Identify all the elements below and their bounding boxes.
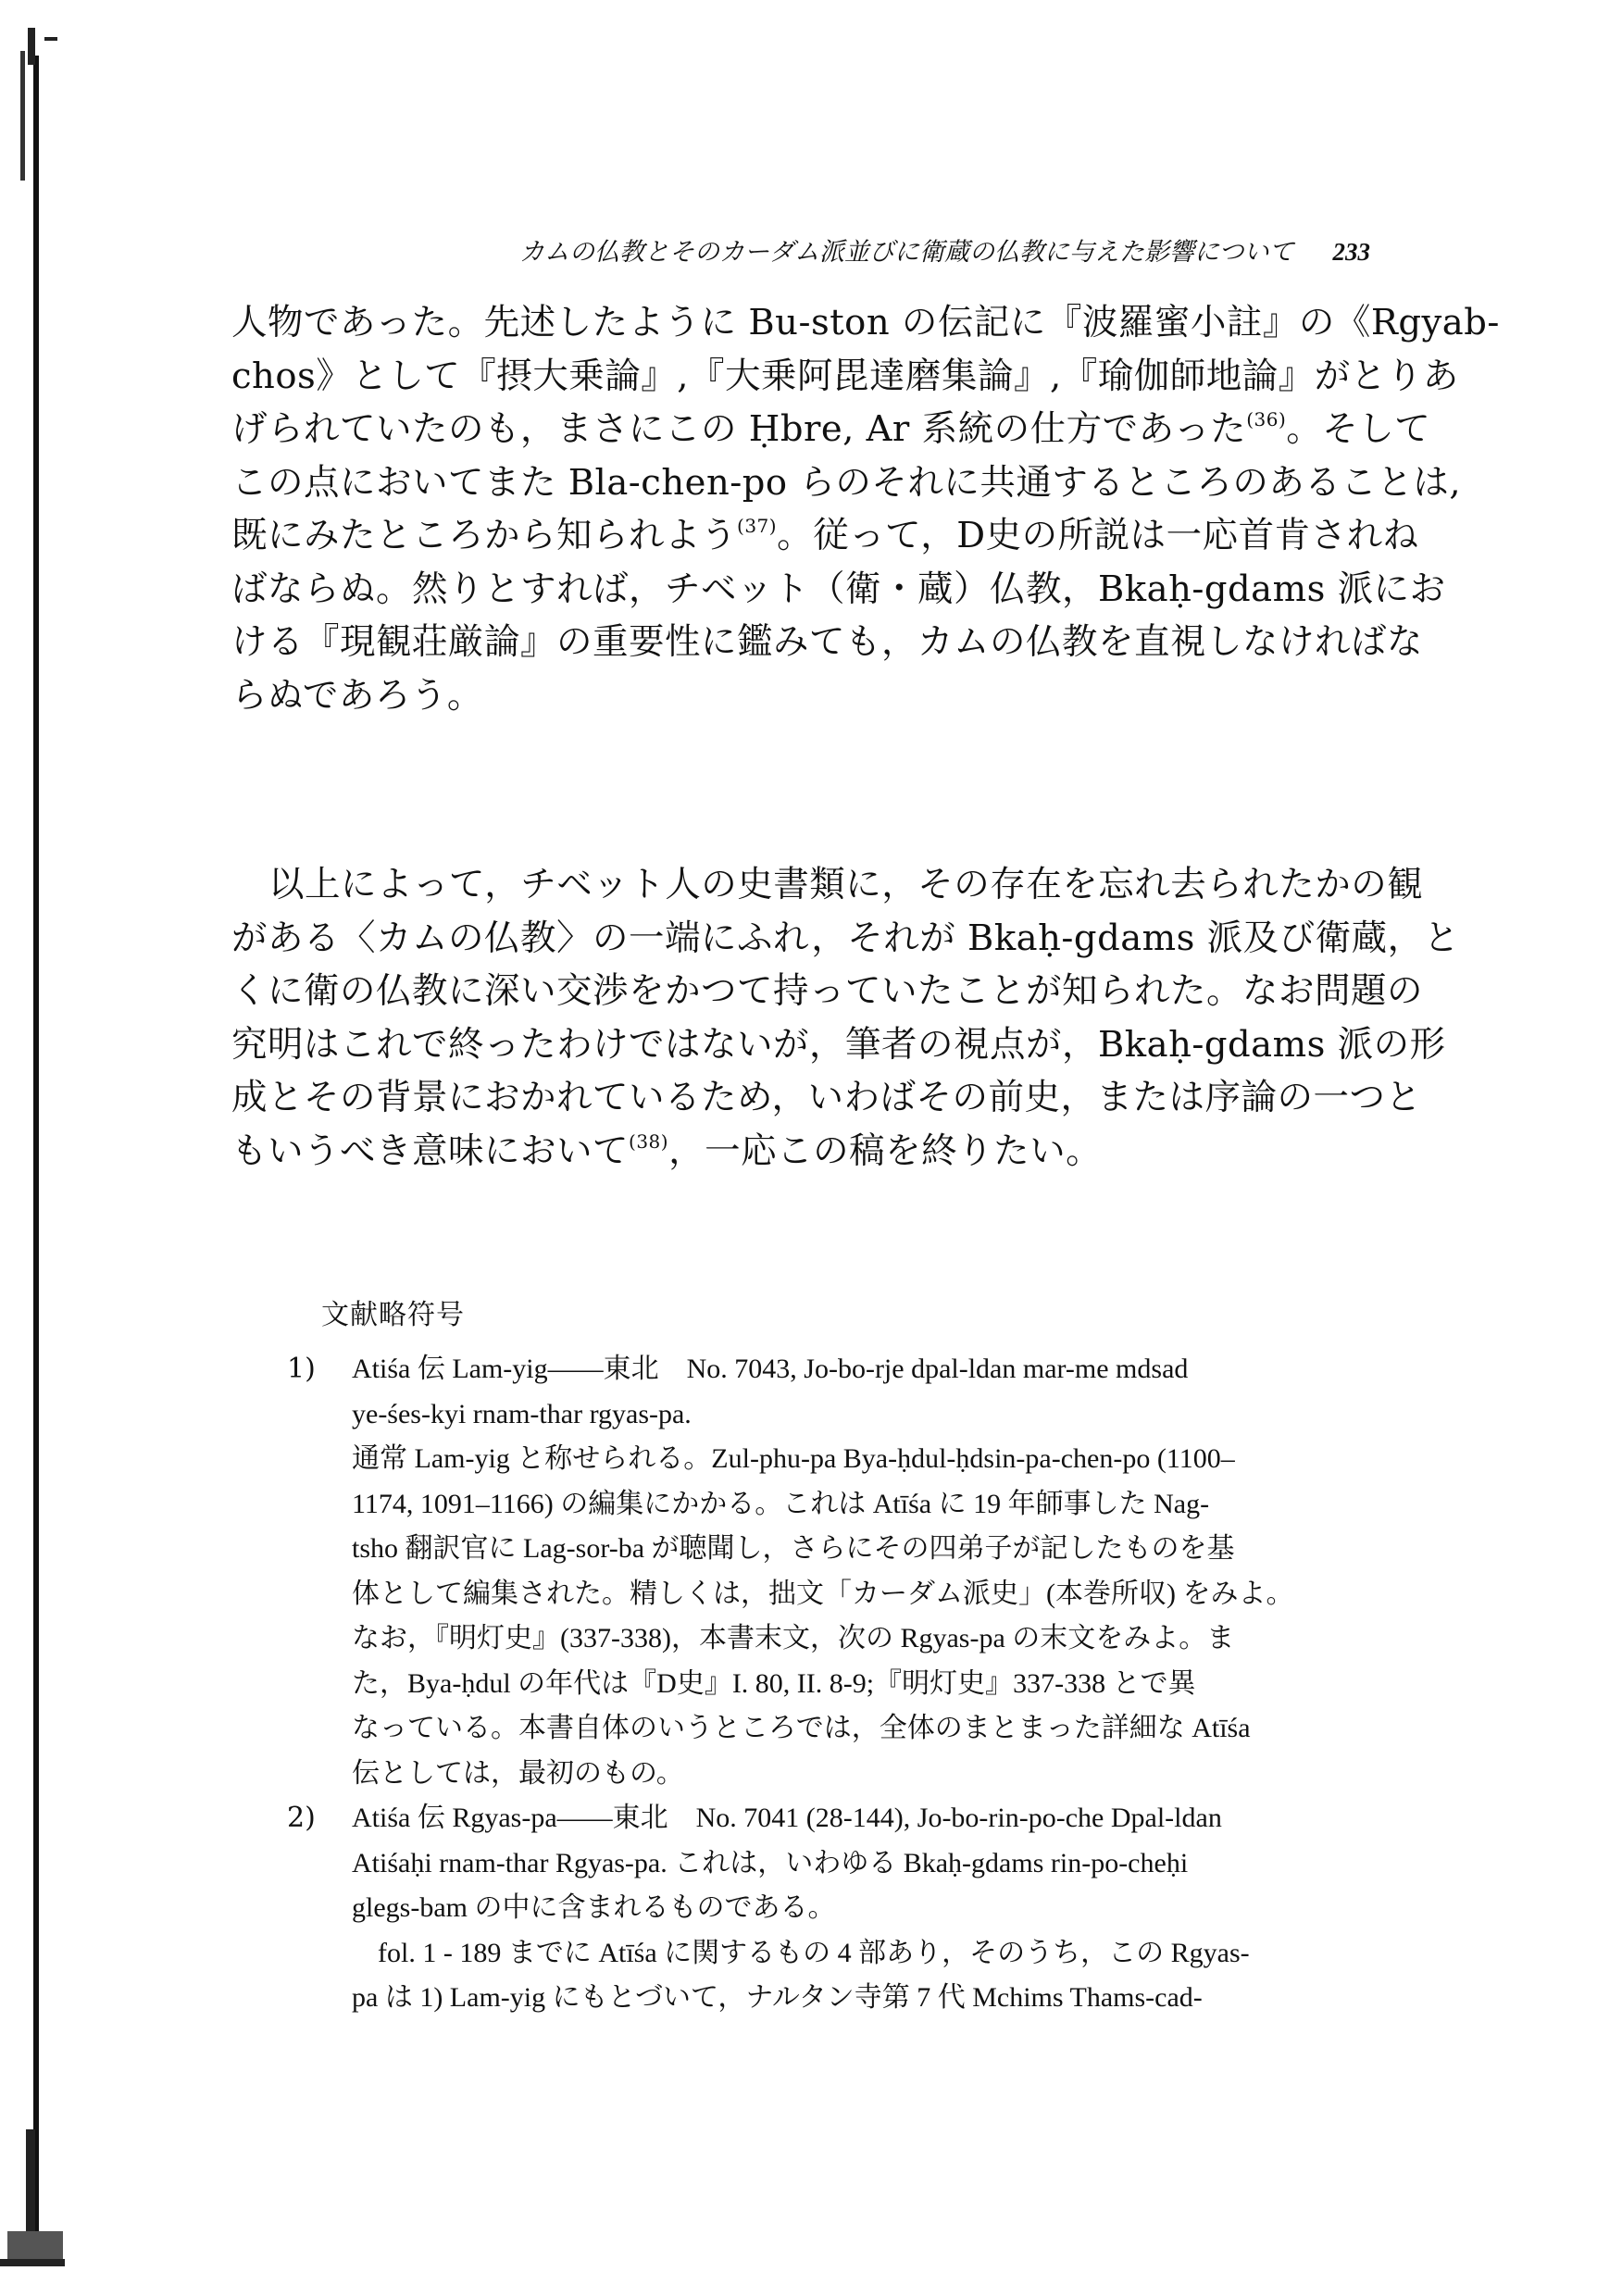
footnote-marker: (36) xyxy=(1246,408,1287,430)
reference-line: Atiśaḥi rnam-thar Rgyas-pa. これは，いわゆる Bkaḥ-gdams rin-po-cheḥi xyxy=(352,1847,1189,1878)
binding-edge-artifact xyxy=(0,0,65,2296)
page-number: 233 xyxy=(1332,238,1370,266)
reference-line: fol. 1 - 189 までに Atīśa に関するもの 4 部あり，そのうち，この Rgyas- xyxy=(378,1937,1250,1968)
text-line: 人物であった。先述したように Bu-ston の伝記に『波羅蜜小註』の《Rgyab- xyxy=(231,302,1500,343)
text-span: もいうべき意味において xyxy=(231,1129,630,1172)
reference-line: Atiśa 伝 Rgyas-pa——東北 No. 7041 (28-144), Jo-bo-rin-po-che Dpal-ldan xyxy=(352,1803,1222,1833)
text-line: 成とその背景におかれているため，いわばその前史，または序論の一つと xyxy=(231,1077,1422,1118)
text-line: 究明はこれで終ったわけではないが，筆者の視点が，Bkaḥ-gdams 派の形 xyxy=(231,1023,1446,1066)
text-span: 既にみたところから知られよう xyxy=(231,515,738,556)
references-heading: 文献略符号 xyxy=(321,1299,465,1331)
reference-line: 体として編集された。精しくは，拙文「カーダム派史」(本巻所収) をみよ。 xyxy=(352,1578,1294,1609)
reference-line: 1174, 1091–1166) の編集にかかる。これは Atīśa に 19 年師事した Nag- xyxy=(352,1488,1210,1519)
text-line: ける『現観荘厳論』の重要性に鑑みても，カムの仏教を直視しなければな xyxy=(231,621,1424,663)
text-line: くに衛の仏教に深い交渉をかつて持っていたことが知られた。なお問題の xyxy=(231,970,1424,1012)
text-line xyxy=(231,509,1419,563)
text-line xyxy=(231,1125,1370,1179)
reference-line: 通常 Lam-yig と称せられる。Zul-phu-pa Bya-ḥdul-ḥdsin-pa-chen-po (1100– xyxy=(352,1443,1235,1474)
reference-line: ye-śes-kyi rnam-thar rgyas-pa. xyxy=(352,1398,692,1429)
text-span: 。従って，D史の所説は一応首肯されね xyxy=(777,515,1419,556)
reference-line: tsho 翻訳官に Lag-sor-ba が聴聞し，さらにその四弟子が記したものを基 xyxy=(352,1533,1235,1564)
body-paragraph-2 xyxy=(231,858,1460,1178)
reference-item xyxy=(287,1796,1379,2021)
reference-line: なお，『明灯史』(337-338)，本書末文，次の Rgyas-pa の末文をみよ。ま xyxy=(352,1623,1235,1653)
text-line: らぬであろう。 xyxy=(231,674,483,717)
text-line: この点においてまた Bla-chen-po らのそれに共通するところのあることは, xyxy=(231,461,1462,504)
text-span: 。そして xyxy=(1286,408,1431,450)
text-span: ，一応この稿を終りたい。 xyxy=(668,1129,1103,1172)
text-line: がある〈カムの仏教〉の一端にふれ，それが Bkaḥ-gdams 派及び衛蔵，と xyxy=(231,917,1460,959)
text-span: げられていたのも，まさにこの Ḥbre, Ar 系統の仕方であった xyxy=(231,408,1247,450)
reference-line: 伝としては，最初のもの。 xyxy=(352,1757,684,1789)
reference-line: なっている。本書自体のいうところでは，全体のまとまった詳細な Atīśa xyxy=(352,1713,1251,1743)
references-list xyxy=(287,1347,1379,2021)
text-line: chos》として『摂大乗論』,『大乗阿毘達磨集論』,『瑜伽師地論』がとりあ xyxy=(231,355,1459,397)
reference-line: Atiśa 伝 Lam-yig——東北 No. 7043, Jo-bo-rje dpal-ldan mar-me mdsad xyxy=(352,1354,1189,1384)
text-line: 以上によって，チベット人の史書類に，その存在を忘れ去られたかの観 xyxy=(268,864,1424,905)
reference-number: 1) xyxy=(287,1353,316,1385)
running-title: カムの仏教とそのカーダム派並びに衛蔵の仏教に与えた影響について xyxy=(519,238,1294,267)
text-line: ばならぬ。然りとすれば，チベット（衛・蔵）仏教，Bkaḥ-gdams 派にお xyxy=(231,568,1446,610)
body-paragraph-1 xyxy=(231,296,1500,722)
reference-line: pa は 1) Lam-yig にもとづいて，ナルタン寺第 7 代 Mchims Thams-cad- xyxy=(352,1982,1203,2013)
footnote-marker: (37) xyxy=(737,515,778,537)
reference-line: glegs-bam の中に含まれるものである。 xyxy=(352,1892,836,1923)
reference-number: 2) xyxy=(287,1802,316,1834)
running-header xyxy=(278,231,1370,268)
reference-line: た，Bya-ḥdul の年代は『D史』I. 80, II. 8-9;『明灯史』337-338 とで異 xyxy=(352,1667,1196,1699)
text-line xyxy=(231,403,1431,456)
footnote-marker: (38) xyxy=(629,1129,669,1153)
reference-item xyxy=(287,1347,1379,1796)
